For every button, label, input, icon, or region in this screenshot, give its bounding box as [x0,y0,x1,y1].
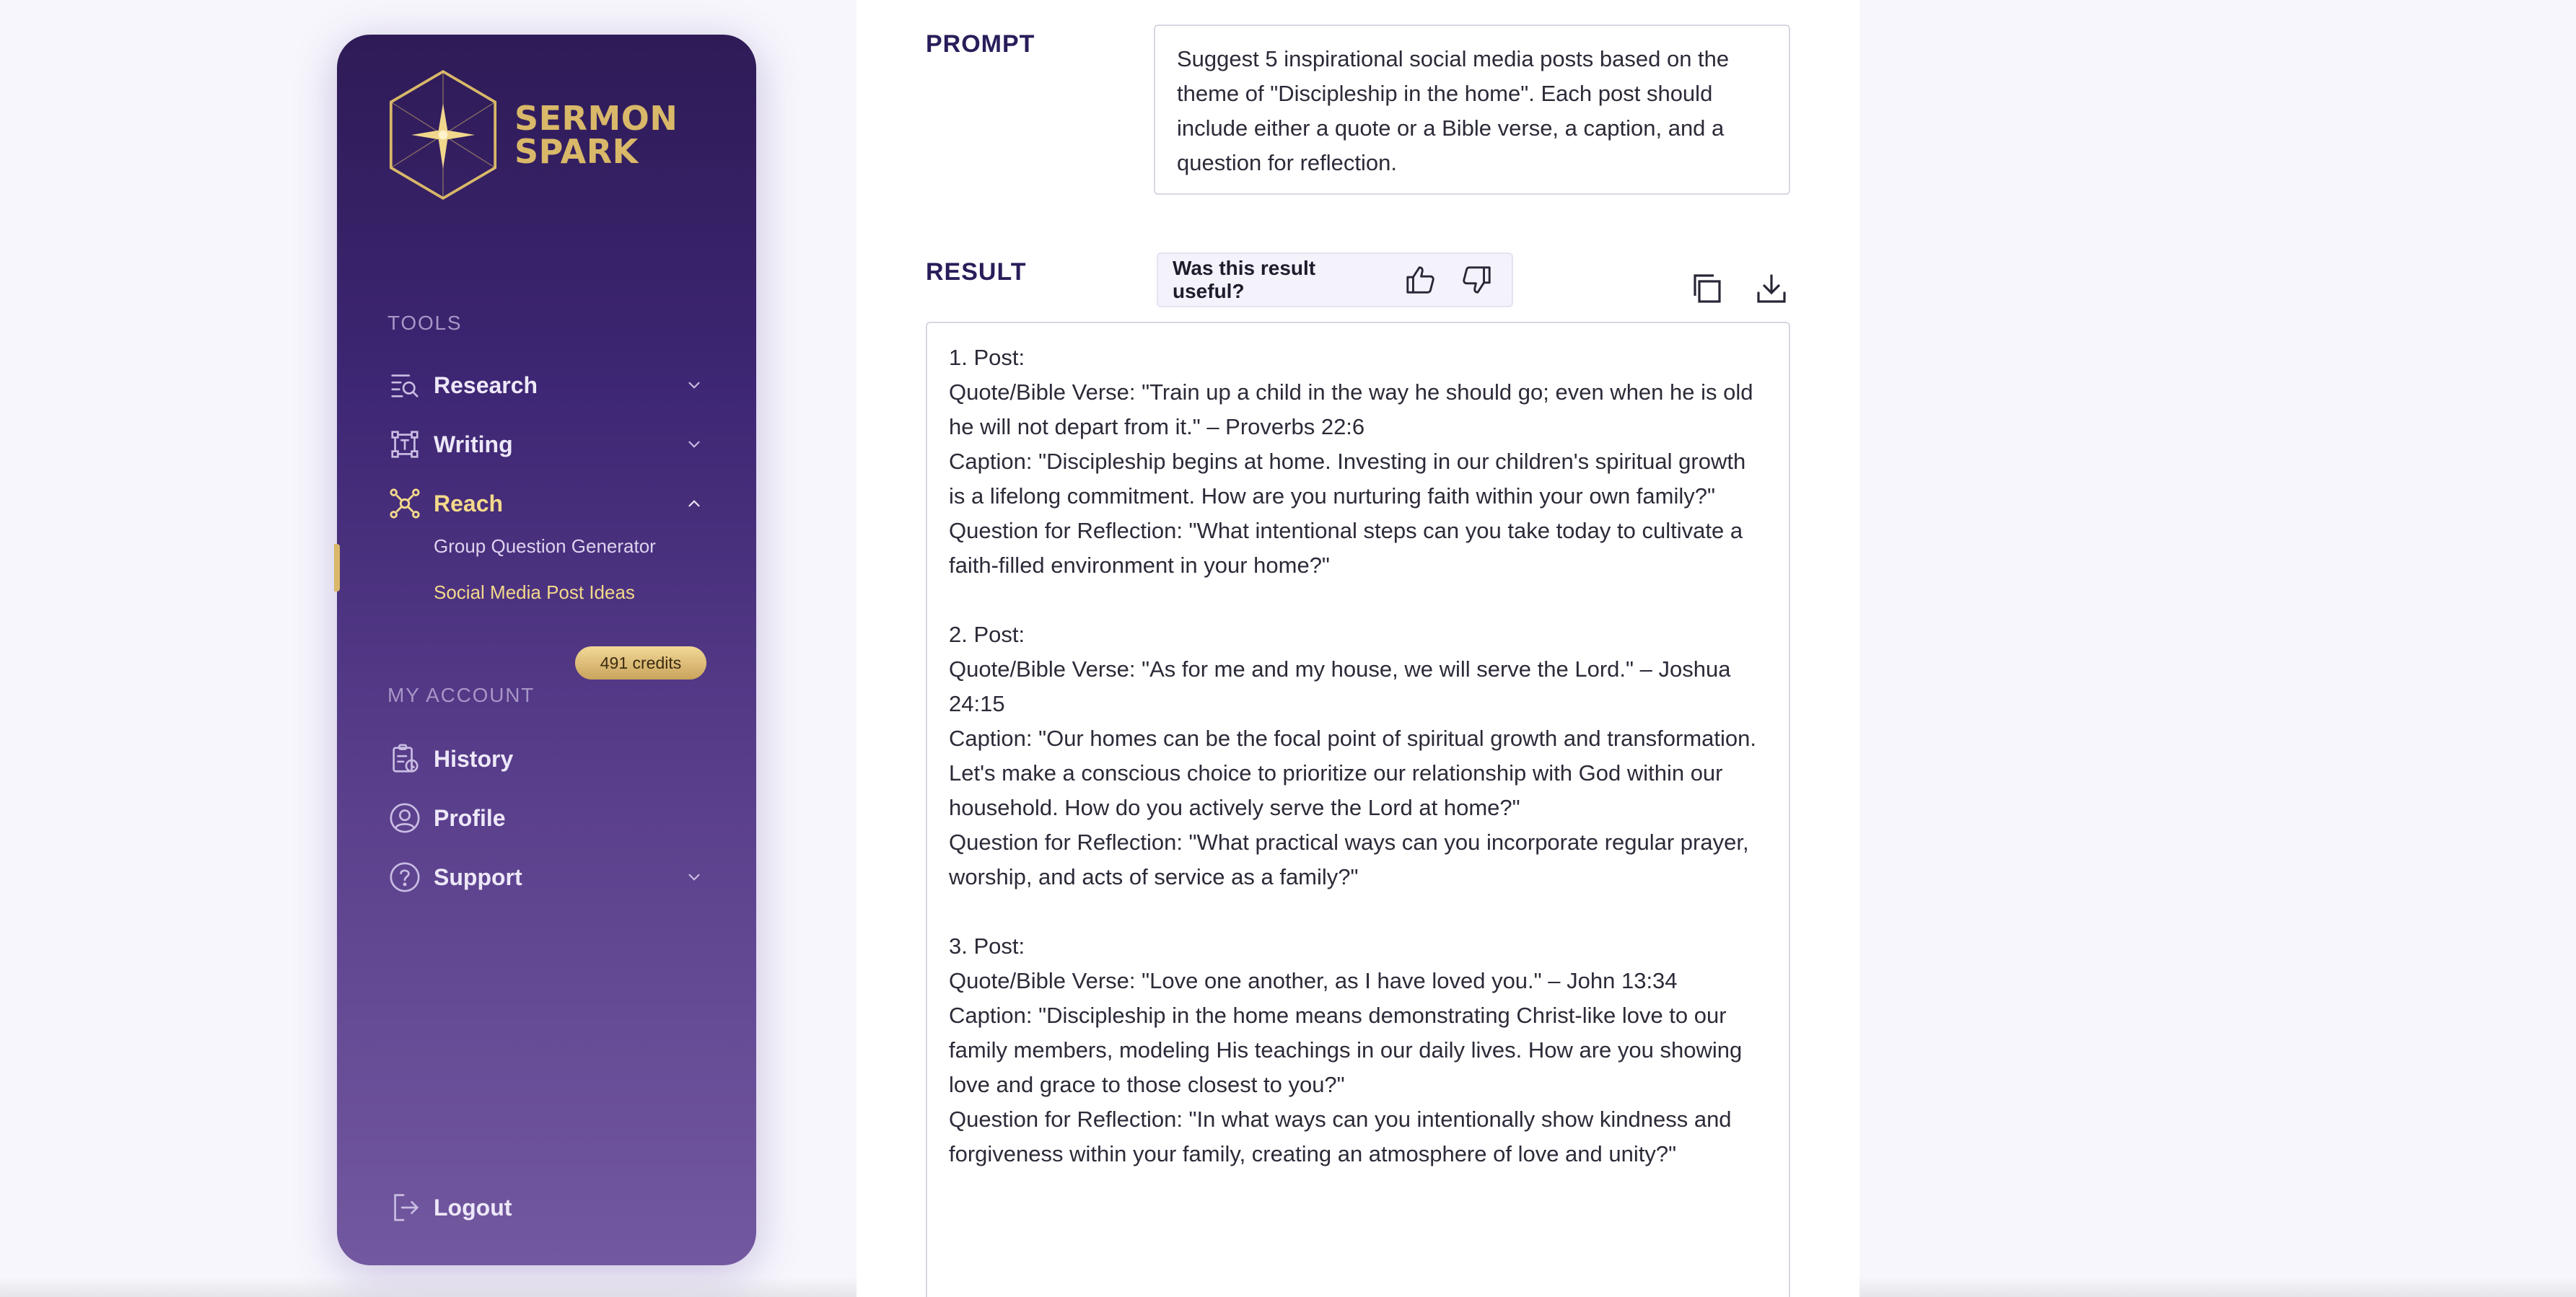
nav-writing[interactable] [387,424,705,465]
writing-icon [387,427,422,462]
post-verse: Quote/Bible Verse: "Love one another, as I have loved you." – John 13:34 [949,968,1678,993]
nav-reach-label: Reach [434,490,504,516]
nav-reach[interactable] [387,483,705,524]
post-title: 1. Post: [949,345,1025,370]
nav-research[interactable] [387,365,705,405]
feedback-bar [1157,252,1513,307]
logout-icon [387,1190,422,1225]
chevron-up-icon[interactable] [683,493,705,514]
post-3 [949,929,1767,1171]
nav-history[interactable] [387,739,705,779]
brand-logo[interactable] [386,69,678,201]
download-button[interactable] [1751,268,1792,309]
support-icon [387,860,422,894]
logout-label: Logout [434,1194,512,1221]
nav-support[interactable] [387,857,705,897]
post-1 [949,340,1767,583]
post-verse: Quote/Bible Verse: "As for me and my house, we will serve the Lord." – Joshua 24:15 [949,656,1731,716]
nav-writing-label: Writing [434,431,513,457]
nav-support-label: Support [434,863,522,890]
research-icon [387,368,422,403]
chevron-down-icon[interactable] [683,866,705,888]
reach-icon [387,486,422,521]
tools-section-label: TOOLS [387,312,463,334]
active-item-marker [334,544,340,592]
copy-button[interactable] [1686,268,1727,309]
thumbs-up-icon [1404,263,1437,296]
post-caption: Caption: "Our homes can be the focal point of spiritual growth and transformation. Let's make a conscious choice to prioritize our relationship with God within our household. How do you actively serve the Lord at home?" [949,726,1756,820]
history-icon [387,742,422,776]
post-verse: Quote/Bible Verse: "Train up a child in the way he should go; even when he is old he will not depart from it." – Proverbs 22:6 [949,379,1753,439]
sub-social-media-post-ideas[interactable]: Social Media Post Ideas [434,581,635,603]
chevron-down-icon[interactable] [683,434,705,455]
thumbs-down-button[interactable] [1456,260,1496,300]
nav-profile-label: Profile [434,804,506,831]
credits-badge: 491 credits [575,646,706,680]
post-caption: Caption: "Discipleship in the home means demonstrating Christ-like love to our family members, modeling His teachings in our daily lives. How are you showing love and grace to those closest to you?" [949,1003,1743,1097]
prompt-field[interactable]: Suggest 5 inspirational social media posts based on the theme of "Discipleship in the home". Each post should include either a quote or a Bible verse, a caption, and a question for reflection. [1154,25,1790,195]
brand-name: SERMON SPARK [514,99,678,171]
nav-research-label: Research [434,371,538,398]
post-question: Question for Reflection: "In what ways can you intentionally show kindness and forgiveness within your family, creating an atmosphere of love and unity?" [949,1107,1732,1166]
post-caption: Caption: "Discipleship begins at home. Investing in our children's spiritual growth is a lifelong commitment. How are you nurturing faith within your own family?" [949,449,1746,509]
thumbs-up-button[interactable] [1401,260,1440,300]
download-icon [1754,271,1789,306]
account-section-label: MY ACCOUNT [387,684,535,706]
copy-icon [1689,271,1724,306]
result-label: RESULT [926,258,1027,286]
post-question: Question for Reflection: "What practical ways can you incorporate regular prayer, worship, and acts of service as a family?" [949,830,1749,889]
sidebar [337,35,756,1265]
chevron-down-icon[interactable] [683,374,705,396]
main-panel [857,0,1859,1297]
nav-history-label: History [434,745,514,772]
prompt-label: PROMPT [926,30,1035,58]
nav-profile[interactable] [387,798,705,838]
post-title: 3. Post: [949,933,1025,959]
result-output[interactable] [926,322,1790,1297]
profile-icon [387,801,422,835]
spark-logo-icon [386,69,500,201]
sub-group-question-generator[interactable]: Group Question Generator [434,535,656,557]
logout-button[interactable] [387,1187,705,1228]
feedback-question: Was this result useful? [1173,257,1316,302]
post-title: 2. Post: [949,622,1025,647]
post-question: Question for Reflection: "What intentional steps can you take today to cultivate a faith-filled environment in your home?" [949,518,1743,578]
post-2 [949,617,1767,894]
thumbs-down-icon [1460,263,1493,296]
